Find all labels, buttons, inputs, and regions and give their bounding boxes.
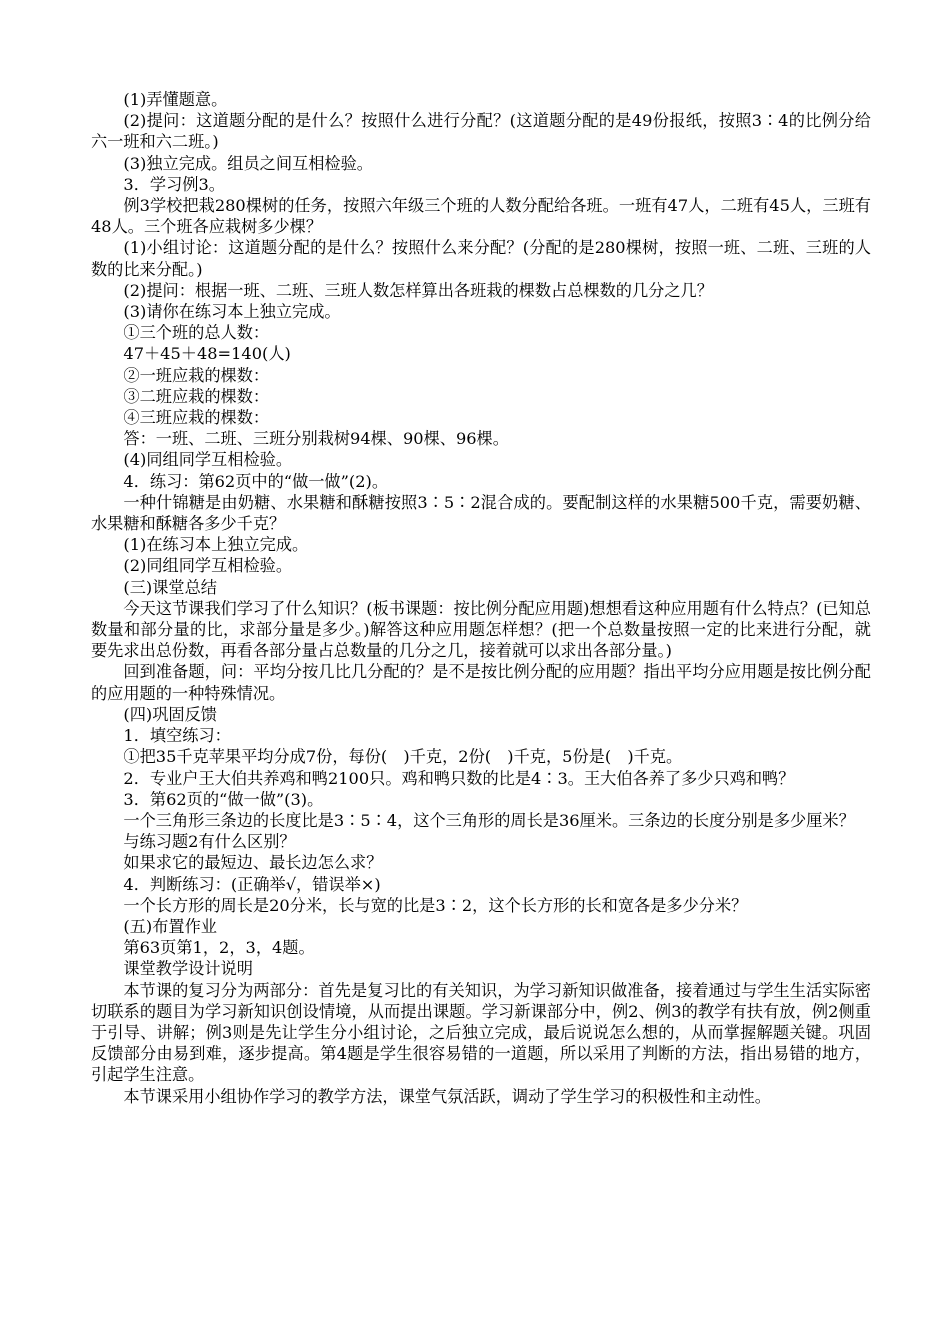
paragraph: (2)提问：这道题分配的是什么？按照什么进行分配？(这道题分配的是49份报纸，按照3∶4的比例分给六一班和六二班。)	[91, 111, 871, 152]
paragraph: (四)巩固反馈	[123, 704, 217, 724]
paragraph: 3．第62页的“做一做”(3)。	[123, 789, 324, 809]
paragraph: 与练习题2有什么区别？	[123, 832, 296, 852]
paragraph: (3)请你在练习本上独立完成。	[123, 302, 341, 322]
paragraph: 本节课的复习分为两部分：首先是复习比的有关知识，为学习新知识做准备，接着通过与学生生活实际密切联系的题目为学习新知识创设情境，从而提出课题。学习新课部分中，例2、例3的教学有扶有放，例2侧重于引导、讲解；例3则是先让学生分小组讨论，之后独立完成，最后说说怎么想的，从而掌握解题关键。巩固反馈部分由易到难，逐步提高。第4题是学生很容易错的一道题，所以采用了判断的方法，指出易错的地方，引起学生注意。	[91, 980, 871, 1085]
paragraph: (2)提问：根据一班、二班、三班人数怎样算出各班栽的棵数占总棵数的几分之几？	[123, 280, 713, 300]
paragraph: 课堂教学设计说明	[123, 959, 253, 979]
paragraph: ③二班应栽的棵数：	[123, 386, 270, 406]
paragraph: 47＋45＋48=140(人)	[123, 344, 291, 364]
paragraph: 今天这节课我们学习了什么知识？(板书课题：按比例分配应用题)想想看这种应用题有什么特点？(已知总数量和部分量的比，求部分量是多少。)解答这种应用题怎样想？(把一个总数量按照一定的比来进行分配，就要先求出总份数，再看各部分量占总数量的几分之几，接着就可以求出各部分量。)	[91, 598, 871, 661]
paragraph: (1)弄懂题意。	[123, 90, 228, 109]
paragraph: 答：一班、二班、三班分别栽树94棵、90棵、96棵。	[123, 429, 509, 449]
paragraph: 本节课采用小组协作学习的教学方法，课堂气氛活跃，调动了学生学习的积极性和主动性。	[123, 1086, 771, 1106]
paragraph: 如果求它的最短边、最长边怎么求？	[123, 853, 383, 873]
paragraph: 4．练习：第62页中的“做一做”(2)。	[123, 471, 389, 491]
paragraph: 一个三角形三条边的长度比是3∶5∶4，这个三角形的周长是36厘米。三条边的长度分别是多少厘米？	[123, 810, 855, 830]
paragraph: ①把35千克苹果平均分成7份，每份( )千克，2份( )千克，5份是( )千克。	[123, 747, 683, 767]
paragraph: 2．专业户王大伯共养鸡和鸭2100只。鸡和鸭只数的比是4∶3。王大伯各养了多少只鸡和鸭？	[123, 768, 795, 788]
paragraph: 例3学校把栽280棵树的任务，按照六年级三个班的人数分配给各班。一班有47人，二班有45人，三班有48人。三个班各应栽树多少棵？	[91, 196, 871, 237]
paragraph: (3)独立完成。组员之间互相检验。	[123, 153, 373, 173]
paragraph: 3．学习例3。	[123, 174, 225, 194]
paragraph: (2)同组同学互相检验。	[123, 556, 293, 576]
paragraph: 第63页第1，2，3，4题。	[123, 938, 315, 958]
paragraph: (三)课堂总结	[123, 577, 217, 597]
paragraph: 一个长方形的周长是20分米，长与宽的比是3∶2，这个长方形的长和宽各是多少分米？	[123, 895, 748, 915]
paragraph: 一种什锦糖是由奶糖、水果糖和酥糖按照3∶5∶2混合成的。要配制这样的水果糖500千克，需要奶糖、水果糖和酥糖各多少千克？	[91, 492, 871, 534]
paragraph: 1．填空练习：	[123, 726, 231, 746]
paragraph: (五)布置作业	[123, 916, 217, 936]
paragraph: (4)同组同学互相检验。	[123, 450, 293, 470]
paragraph: 回到准备题，问：平均分按几比几分配的？是不是按比例分配的应用题？指出平均分应用题是按比例分配的应用题的一种特殊情况。	[91, 662, 871, 703]
paragraph: ②一班应栽的棵数：	[123, 365, 270, 385]
paragraph: 4．判断练习：(正确举√，错误举×)	[123, 874, 381, 894]
paragraph: (1)在练习本上独立完成。	[123, 535, 309, 555]
paragraph: (1)小组讨论：这道题分配的是什么？按照什么来分配？(分配的是280棵树，按照一班、二班、三班的人数的比来分配。)	[91, 238, 871, 279]
paragraph: ①三个班的总人数：	[123, 323, 270, 343]
document-page	[91, 89, 871, 1107]
paragraph: ④三班应栽的棵数：	[123, 408, 270, 428]
